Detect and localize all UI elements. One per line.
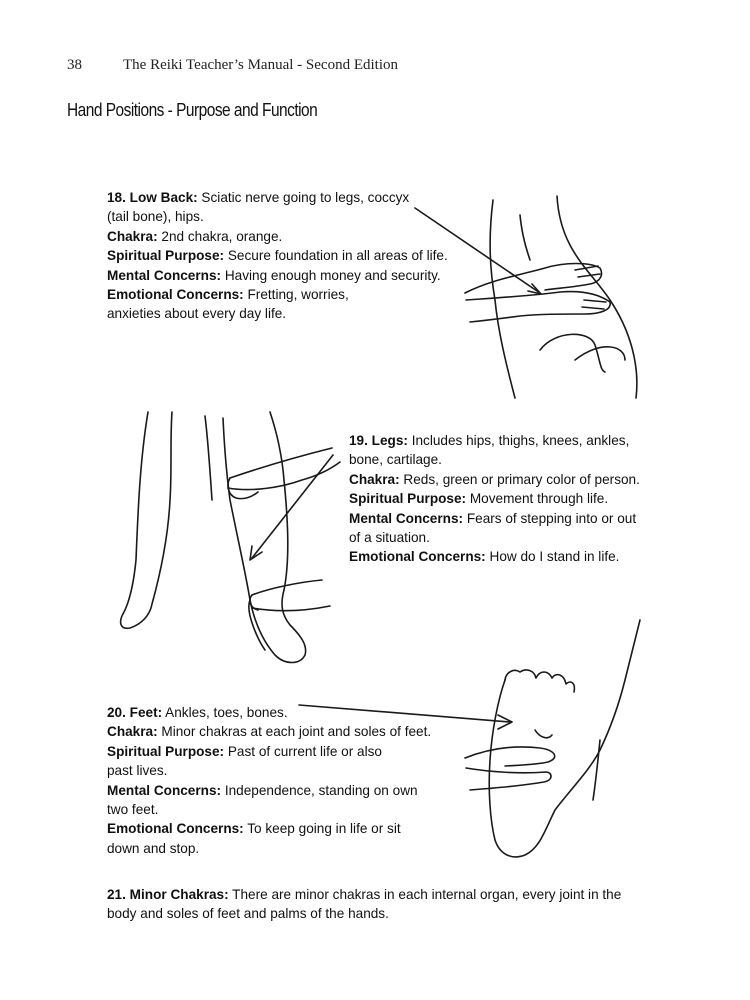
item-19-legs	[349, 431, 640, 567]
text-line: 18. Low Back: Sciatic nerve going to legs, coccyx	[107, 190, 410, 205]
text-line: Mental Concerns: Having enough money and security.	[107, 267, 441, 283]
text-line: 20. Feet: Ankles, toes, bones.	[107, 705, 288, 720]
item-18-low-back	[107, 188, 448, 324]
book-title: The Reiki Teacher’s Manual - Second Edition	[123, 57, 398, 73]
text-line: Spiritual Purpose: Movement through life.	[349, 491, 609, 507]
text-line: past lives.	[107, 763, 168, 779]
text-line: bone, cartilage.	[349, 452, 442, 468]
text-line: Chakra: Minor chakras at each joint and soles of feet.	[107, 724, 432, 740]
text-line: 19. Legs: Includes hips, thighs, knees, ankles,	[349, 433, 630, 448]
legs-illustration	[121, 412, 340, 663]
low-back-illustration	[415, 196, 637, 398]
text-line: of a situation.	[349, 530, 430, 546]
text-line: Emotional Concerns: How do I stand in life.	[349, 549, 620, 565]
text-line: Emotional Concerns: To keep going in life or sit	[107, 821, 401, 837]
page-number: 38	[67, 57, 82, 73]
text-line: two feet.	[107, 802, 159, 818]
text-line: (tail bone), hips.	[107, 209, 204, 225]
text-line: Emotional Concerns: Fretting, worries,	[107, 287, 349, 303]
text-line: anxieties about every day life.	[107, 306, 287, 322]
text-line: Spiritual Purpose: Secure foundation in all areas of life.	[107, 248, 448, 264]
text-line: body and soles of feet and palms of the hands.	[107, 906, 389, 922]
text-line: Mental Concerns: Fears of stepping into or out	[349, 510, 637, 526]
text-line: Spiritual Purpose: Past of current life or also	[107, 743, 382, 759]
item-21-minor-chakras	[107, 885, 621, 924]
text-line: Mental Concerns: Independence, standing on own	[107, 782, 418, 798]
item-20-feet	[107, 703, 431, 858]
text-line: Chakra: Reds, green or primary color of person.	[349, 471, 640, 487]
text-line: 21. Minor Chakras: There are minor chakras in each internal organ, every joint in the	[107, 887, 622, 902]
text-line: Chakra: 2nd chakra, orange.	[107, 228, 283, 244]
text-line: down and stop.	[107, 840, 200, 856]
section-title: Hand Positions - Purpose and Function	[67, 100, 318, 120]
